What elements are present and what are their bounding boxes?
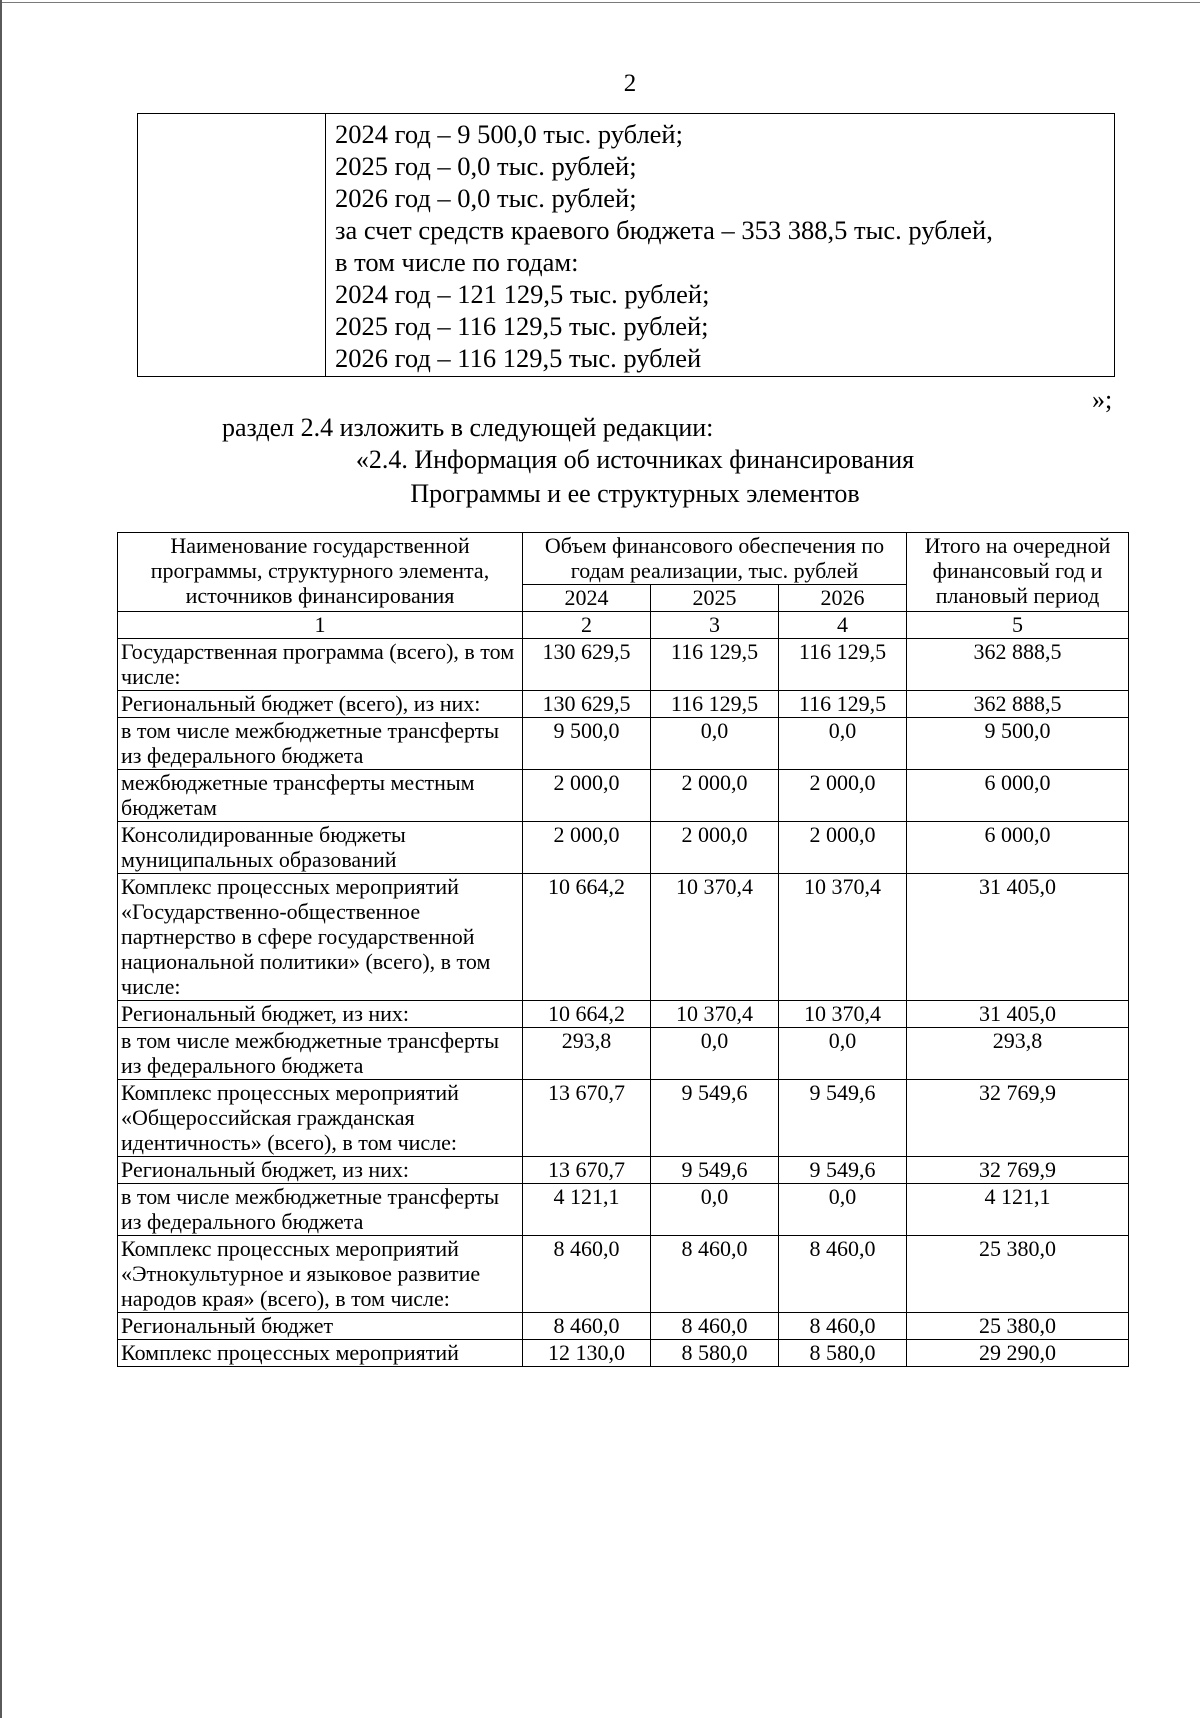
row-year-cell: 2 000,0 [523, 770, 651, 822]
row-year-cell: 9 549,6 [779, 1080, 907, 1157]
table-row [118, 874, 1129, 1001]
row-name-cell: Консолидированные бюджеты муниципальных образований [118, 822, 523, 874]
table-row [118, 770, 1129, 822]
column-number: 2 [523, 612, 651, 639]
row-total-cell: 25 380,0 [907, 1313, 1129, 1340]
funding-line: 2026 год – 0,0 тыс. рублей; [335, 183, 637, 213]
header-year: 2026 [779, 585, 907, 612]
table-row [118, 1313, 1129, 1340]
column-number: 3 [651, 612, 779, 639]
row-name-cell: Комплекс процессных мероприятий «Государственно-общественное партнерство в сфере государственной национальной политики» (всего), в том числе: [118, 874, 523, 1001]
row-name-cell: Комплекс процессных мероприятий «Этнокультурное и языковое развитие народов края» (всего), в том числе: [118, 1236, 523, 1313]
table-row [118, 1080, 1129, 1157]
row-year-cell: 10 370,4 [779, 1001, 907, 1028]
row-year-cell: 12 130,0 [523, 1340, 651, 1367]
row-year-cell: 8 580,0 [651, 1340, 779, 1367]
row-name-cell: Региональный бюджет, из них: [118, 1157, 523, 1184]
table-row [118, 1340, 1129, 1367]
funding-line: 2024 год – 9 500,0 тыс. рублей; [335, 119, 683, 149]
row-year-cell: 116 129,5 [779, 691, 907, 718]
row-year-cell: 9 500,0 [523, 718, 651, 770]
row-year-cell: 8 460,0 [523, 1236, 651, 1313]
funding-line: 2025 год – 116 129,5 тыс. рублей; [335, 311, 709, 341]
row-year-cell: 10 370,4 [651, 874, 779, 1001]
row-name-cell: Региональный бюджет, из них: [118, 1001, 523, 1028]
row-year-cell: 9 549,6 [651, 1157, 779, 1184]
funding-line: 2024 год – 121 129,5 тыс. рублей; [335, 279, 710, 309]
funding-line: в том числе по годам: [335, 247, 579, 277]
row-total-cell: 6 000,0 [907, 770, 1129, 822]
row-year-cell: 130 629,5 [523, 639, 651, 691]
row-year-cell: 2 000,0 [651, 822, 779, 874]
row-year-cell: 10 370,4 [779, 874, 907, 1001]
funding-summary-label-cell [138, 114, 326, 376]
header-year: 2025 [651, 585, 779, 612]
row-year-cell: 13 670,7 [523, 1157, 651, 1184]
row-name-cell: Региональный бюджет [118, 1313, 523, 1340]
row-year-cell: 0,0 [651, 1028, 779, 1080]
funding-line: 2026 год – 116 129,5 тыс. рублей [335, 343, 702, 373]
table-row [118, 691, 1129, 718]
row-total-cell: 362 888,5 [907, 691, 1129, 718]
row-year-cell: 0,0 [779, 1028, 907, 1080]
row-year-cell: 293,8 [523, 1028, 651, 1080]
table-row [118, 1157, 1129, 1184]
row-year-cell: 0,0 [779, 718, 907, 770]
row-year-cell: 10 370,4 [651, 1001, 779, 1028]
table-row [118, 1236, 1129, 1313]
section-title-line2: Программы и ее структурных элементов [410, 479, 860, 508]
page-number: 2 [623, 70, 637, 97]
row-name-cell: в том числе межбюджетные трансферты из федерального бюджета [118, 1028, 523, 1080]
row-total-cell: 31 405,0 [907, 1001, 1129, 1028]
row-name-cell: в том числе межбюджетные трансферты из федерального бюджета [118, 1184, 523, 1236]
table-row [118, 1028, 1129, 1080]
row-total-cell: 293,8 [907, 1028, 1129, 1080]
row-year-cell: 2 000,0 [779, 822, 907, 874]
row-year-cell: 2 000,0 [779, 770, 907, 822]
row-total-cell: 32 769,9 [907, 1157, 1129, 1184]
row-year-cell: 8 460,0 [779, 1313, 907, 1340]
table-row [118, 718, 1129, 770]
row-total-cell: 9 500,0 [907, 718, 1129, 770]
table-header-row [118, 533, 1129, 585]
row-year-cell: 9 549,6 [651, 1080, 779, 1157]
column-numbers-row [118, 612, 1129, 639]
financing-table [117, 532, 1129, 1367]
scan-edge-left [0, 0, 2, 1718]
header-name: Наименование государственной программы, структурного элемента, источников финансирования [118, 533, 523, 612]
row-year-cell: 116 129,5 [779, 639, 907, 691]
row-name-cell: Государственная программа (всего), в том числе: [118, 639, 523, 691]
row-year-cell: 116 129,5 [651, 639, 779, 691]
column-number: 5 [907, 612, 1129, 639]
row-total-cell: 31 405,0 [907, 874, 1129, 1001]
row-total-cell: 25 380,0 [907, 1236, 1129, 1313]
closing-quote: »; [1092, 385, 1113, 414]
header-year: 2024 [523, 585, 651, 612]
table-row [118, 1001, 1129, 1028]
funding-line: 2025 год – 0,0 тыс. рублей; [335, 151, 637, 181]
row-year-cell: 8 460,0 [779, 1236, 907, 1313]
row-name-cell: в том числе межбюджетные трансферты из федерального бюджета [118, 718, 523, 770]
header-total: Итого на очередной финансовый год и плановый период [907, 533, 1129, 612]
row-year-cell: 0,0 [651, 718, 779, 770]
funding-summary-box [137, 113, 1115, 377]
row-year-cell: 0,0 [779, 1184, 907, 1236]
row-year-cell: 8 460,0 [651, 1313, 779, 1340]
row-year-cell: 9 549,6 [779, 1157, 907, 1184]
row-year-cell: 130 629,5 [523, 691, 651, 718]
column-number: 4 [779, 612, 907, 639]
scan-edge-top [0, 2, 1200, 3]
row-year-cell: 10 664,2 [523, 874, 651, 1001]
row-year-cell: 10 664,2 [523, 1001, 651, 1028]
column-number: 1 [118, 612, 523, 639]
table-row [118, 639, 1129, 691]
row-total-cell: 32 769,9 [907, 1080, 1129, 1157]
row-year-cell: 0,0 [651, 1184, 779, 1236]
funding-line: за счет средств краевого бюджета – 353 388,5 тыс. рублей, [335, 215, 993, 245]
row-name-cell: Региональный бюджет (всего), из них: [118, 691, 523, 718]
row-name-cell: Комплекс процессных мероприятий [118, 1340, 523, 1367]
row-year-cell: 2 000,0 [651, 770, 779, 822]
row-year-cell: 8 460,0 [651, 1236, 779, 1313]
row-year-cell: 13 670,7 [523, 1080, 651, 1157]
funding-summary-text [326, 114, 1114, 376]
row-total-cell: 6 000,0 [907, 822, 1129, 874]
row-name-cell: межбюджетные трансферты местным бюджетам [118, 770, 523, 822]
row-total-cell: 4 121,1 [907, 1184, 1129, 1236]
row-total-cell: 362 888,5 [907, 639, 1129, 691]
row-year-cell: 116 129,5 [651, 691, 779, 718]
section-intro: раздел 2.4 изложить в следующей редакции: [222, 413, 714, 442]
row-year-cell: 2 000,0 [523, 822, 651, 874]
row-name-cell: Комплекс процессных мероприятий «Общероссийская гражданская идентичность» (всего), в том числе: [118, 1080, 523, 1157]
table-row [118, 1184, 1129, 1236]
header-volume: Объем финансового обеспечения по годам реализации, тыс. рублей [523, 533, 907, 585]
table-row [118, 822, 1129, 874]
row-year-cell: 8 460,0 [523, 1313, 651, 1340]
section-title-line1: «2.4. Информация об источниках финансирования [355, 445, 915, 474]
row-year-cell: 4 121,1 [523, 1184, 651, 1236]
row-year-cell: 8 580,0 [779, 1340, 907, 1367]
row-total-cell: 29 290,0 [907, 1340, 1129, 1367]
